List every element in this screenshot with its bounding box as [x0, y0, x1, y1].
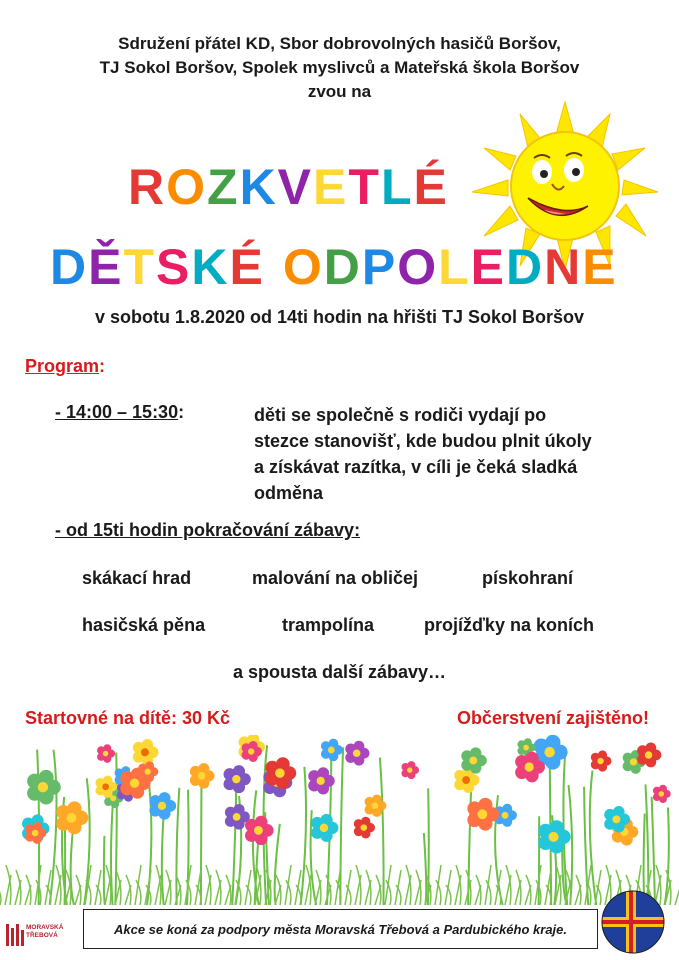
activity-item: projížďky na koních — [424, 615, 594, 635]
title-letter: O — [282, 239, 324, 295]
entry-fee: Startovné na dítě: 30 Kč — [25, 708, 231, 728]
flower-stem — [301, 767, 306, 905]
flower-icon — [321, 739, 343, 762]
title-letter: O — [397, 239, 439, 295]
description-line: a získávat razítka, v cíli je čeká sladká — [254, 457, 578, 477]
refreshments-note: Občerstvení zajištěno! — [456, 708, 649, 728]
organizers-intro — [0, 32, 679, 104]
intro-line-1: Sdružení přátel KD, Sbor dobrovolných hasičů Boršov, — [118, 34, 561, 53]
title-letter: É — [229, 239, 265, 295]
flower-icon — [97, 744, 115, 763]
program-time-slot: - 14:00 – 15:30: — [55, 402, 185, 422]
title-letter: Z — [207, 159, 240, 215]
flower-stem — [380, 758, 384, 905]
flower-stem — [104, 836, 105, 905]
grass-blade — [675, 885, 679, 905]
flower-icon — [354, 817, 375, 839]
title-line-1 — [128, 158, 449, 216]
title-letter: N — [544, 239, 583, 295]
finale-text: a spousta další zábavy… — [232, 662, 447, 682]
flower-icon — [345, 741, 369, 766]
flower-stem — [590, 770, 596, 905]
flower-icon — [461, 747, 487, 773]
title-letter: E — [582, 239, 618, 295]
title-letter: L — [438, 239, 471, 295]
title-letter: S — [156, 239, 192, 295]
flower-icon — [56, 801, 88, 834]
description-line: odměna — [254, 483, 324, 503]
flower-icon — [653, 785, 671, 803]
activity-item: hasičská pěna — [82, 615, 206, 635]
flower-stem — [232, 779, 236, 905]
flower-icon — [401, 761, 419, 779]
event-date-location: v sobotu 1.8.2020 od 14ti hodin na hřišti TJ Sokol Boršov — [94, 307, 585, 327]
title-letter: P — [361, 239, 398, 295]
title-letter: É — [413, 159, 449, 215]
logo-text-2: TŘEBOVÁ — [26, 932, 58, 939]
activity-item: malování na obličej — [252, 568, 419, 588]
activity-item: pískohraní — [482, 568, 574, 588]
flower-icon — [149, 792, 176, 819]
description-line: stezce stanovišť, kde budou plnit úkoly — [254, 431, 592, 451]
title-letter: D — [50, 239, 89, 295]
flower-stem — [340, 747, 343, 905]
activity-item: trampolína — [282, 615, 375, 635]
flower-icon — [591, 750, 612, 771]
program-description — [254, 402, 674, 506]
description-line: děti se společně s rodiči vydají po — [254, 405, 547, 425]
title-letter: L — [380, 159, 414, 215]
title-letter: D — [506, 239, 545, 295]
intro-line-3: zvou na — [307, 82, 372, 101]
flower-icon — [224, 765, 251, 793]
activity-item: skákací hrad — [82, 568, 192, 588]
flower-icon — [133, 739, 159, 766]
title-letter: T — [348, 159, 381, 215]
flower-stem — [424, 833, 426, 905]
title-letter: K — [239, 159, 278, 215]
title-letter: Ě — [88, 239, 124, 295]
title-letter: O — [166, 159, 208, 215]
title-letter: D — [323, 239, 362, 295]
pardubice-region-emblem — [600, 889, 666, 955]
title-line-2 — [50, 238, 618, 296]
flower-stem — [162, 807, 164, 905]
flower-stem — [201, 776, 202, 905]
title-letter: K — [191, 239, 230, 295]
flower-icon — [245, 816, 274, 845]
title-letter: T — [123, 239, 157, 295]
flower-icon — [637, 743, 661, 768]
flower-stem — [428, 788, 429, 905]
flower-stem — [176, 788, 179, 905]
sponsor-note-text: Akce se koná za podpory města Moravská Třebová a Pardubického kraje. — [113, 921, 568, 937]
flower-meadow-illustration — [0, 735, 679, 905]
intro-line-2: TJ Sokol Boršov, Spolek myslivců a Mateřská škola Boršov — [99, 58, 580, 77]
flower-icon — [190, 763, 215, 788]
title-letter: R — [128, 159, 167, 215]
title-letter: E — [470, 239, 507, 295]
logo-text-1: MORAVSKÁ — [26, 924, 64, 931]
moravska-trebova-logo — [6, 918, 76, 952]
title-letter: E — [313, 159, 349, 215]
grass-blade — [0, 885, 1, 905]
flower-icon — [538, 820, 570, 853]
flower-icon — [311, 814, 338, 842]
program-heading: Program: — [25, 356, 106, 376]
sponsor-note — [83, 909, 598, 949]
title-letter: V — [277, 159, 314, 215]
continuation-heading: - od 15ti hodin pokračování zábavy: — [55, 520, 361, 540]
